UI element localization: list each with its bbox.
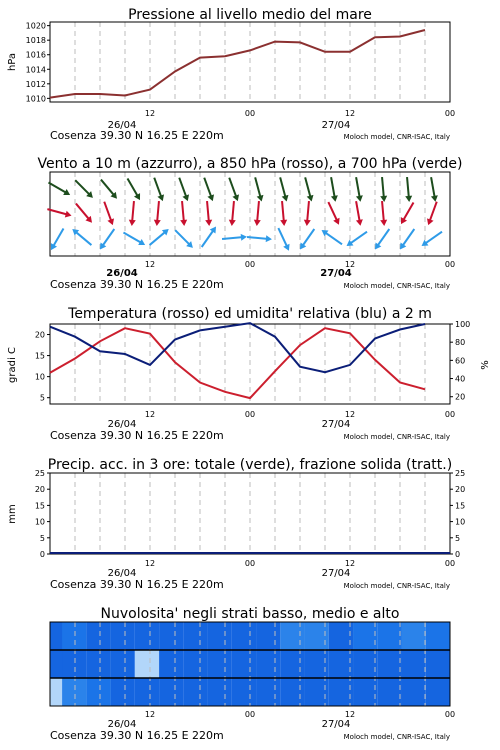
location-label: Cosenza 39.30 N 16.25 E 220m xyxy=(50,278,224,291)
wind-shaft xyxy=(75,180,91,196)
wind-barb xyxy=(247,234,273,243)
wind-shaft xyxy=(204,178,212,199)
cloud-cell xyxy=(208,622,232,650)
x-tick-label: 00 xyxy=(244,410,256,419)
date-label: 27/04 xyxy=(321,719,351,730)
wind-shaft xyxy=(101,180,115,197)
wind-barb xyxy=(228,201,237,227)
y-tick-label: 25 xyxy=(34,469,45,478)
x-tick-label: 12 xyxy=(344,559,356,568)
wind-head xyxy=(228,220,235,227)
cloud-cell xyxy=(256,622,280,650)
cloud-cell xyxy=(329,622,353,650)
wind-barb xyxy=(48,227,67,252)
wind-shaft xyxy=(229,178,237,199)
x-tick-label: 00 xyxy=(444,109,456,118)
cloud-cell xyxy=(256,650,280,678)
wind-head xyxy=(48,243,57,252)
cloud-cell xyxy=(426,622,450,650)
date-label: 26/04 xyxy=(107,568,137,579)
y-tick-label: 20 xyxy=(34,330,45,340)
wind-barb xyxy=(179,201,188,227)
wind-head xyxy=(207,194,216,202)
x-tick-label: 12 xyxy=(144,559,156,568)
wind-head xyxy=(280,220,287,227)
cloud-cell xyxy=(402,678,426,706)
cloud-cell xyxy=(353,650,377,678)
y-axis-label: gradi C xyxy=(7,347,18,383)
x-tick-label: 12 xyxy=(344,260,356,269)
wind-head xyxy=(134,193,143,202)
cloud-cell xyxy=(62,622,86,650)
x-tick-label: 00 xyxy=(244,109,256,118)
wind-barb xyxy=(398,201,417,226)
cloud-cell xyxy=(159,678,183,706)
y-tick-label: 1018 xyxy=(25,36,46,46)
wind-barb xyxy=(176,176,191,202)
wind-barb xyxy=(420,229,444,249)
wind-barb xyxy=(275,227,292,253)
date-label: 27/04 xyxy=(321,419,351,430)
wind-shaft xyxy=(331,177,335,199)
wind-head xyxy=(333,218,342,226)
cloud-cell xyxy=(86,650,110,678)
wind-barb xyxy=(252,176,265,202)
wind-shaft xyxy=(407,177,409,199)
y-tick-label: 10 xyxy=(34,372,45,382)
date-label: 26/04 xyxy=(107,719,137,730)
cloud-cell xyxy=(329,678,353,706)
wind-shaft xyxy=(328,202,337,222)
wind-head xyxy=(356,219,364,226)
location-label: Cosenza 39.30 N 16.25 E 220m xyxy=(50,578,224,591)
cloud-cell xyxy=(62,678,86,706)
chart-title: Vento a 10 m (azzurro), a 850 hPa (rosso), a 700 hPa (verde) xyxy=(37,156,463,172)
wind-shaft xyxy=(232,201,234,223)
cloud-cell xyxy=(377,650,401,678)
wind-shaft xyxy=(257,201,259,223)
y-tick-label-right: 60 xyxy=(455,356,466,366)
wind-shaft xyxy=(356,177,360,199)
wind-shaft xyxy=(207,201,209,223)
wind-barb xyxy=(379,201,388,227)
date-label: 26/04 xyxy=(107,419,137,430)
x-tick-label: 12 xyxy=(344,710,356,719)
x-tick-label: 00 xyxy=(244,260,256,269)
wind-barb xyxy=(320,227,344,247)
wind-shaft xyxy=(349,232,367,245)
x-tick-label: 12 xyxy=(144,109,156,118)
wind-barb xyxy=(226,176,241,202)
temperature-line xyxy=(50,328,425,398)
wind-barb xyxy=(153,201,162,227)
date-label: 27/04 xyxy=(321,568,351,579)
wind-barb xyxy=(277,176,290,202)
credit-label: Moloch model, CNR-ISAC, Italy xyxy=(343,433,450,441)
wind-barb xyxy=(204,201,213,227)
wind-barb xyxy=(302,176,315,202)
x-tick-label: 12 xyxy=(344,410,356,419)
x-tick-label: 12 xyxy=(144,410,156,419)
wind-barb xyxy=(201,176,216,202)
cloud-cell xyxy=(183,678,207,706)
cloud-cell xyxy=(377,678,401,706)
wind-shaft xyxy=(377,229,390,247)
y-tick-label: 5 xyxy=(39,393,45,403)
credit-label: Moloch model, CNR-ISAC, Italy xyxy=(343,582,450,590)
wind-head xyxy=(138,239,147,248)
x-tick-label: 00 xyxy=(444,559,456,568)
cloud-cell xyxy=(111,622,135,650)
wind-barb xyxy=(425,200,440,226)
y-tick-label: 15 xyxy=(34,351,45,361)
wind-shaft xyxy=(429,202,437,223)
wind-shaft xyxy=(382,201,384,223)
credit-label: Moloch model, CNR-ISAC, Italy xyxy=(343,133,450,141)
wind-shaft xyxy=(76,204,90,221)
wind-shaft xyxy=(154,178,162,199)
wind-barb xyxy=(73,201,94,225)
x-tick-label: 00 xyxy=(244,559,256,568)
x-tick-label: 12 xyxy=(144,710,156,719)
chart-title: Precip. acc. in 3 ore: totale (verde), frazione solida (tratt.) xyxy=(47,457,453,473)
cloud-cell xyxy=(305,678,329,706)
wind-shaft xyxy=(132,201,134,223)
cloud-cell xyxy=(426,678,450,706)
wind-head xyxy=(398,217,407,226)
cloud-cell xyxy=(305,650,329,678)
wind-barb xyxy=(199,225,219,249)
humidity-line xyxy=(50,323,425,372)
wind-head xyxy=(253,220,260,227)
cloud-cell xyxy=(280,650,304,678)
cloud-cell xyxy=(353,622,377,650)
wind-head xyxy=(331,195,339,202)
wind-barb xyxy=(379,177,388,203)
cloud-cell xyxy=(135,622,159,650)
y-axis-label-right: % xyxy=(480,360,491,370)
wind-head xyxy=(182,194,191,202)
cloud-cell xyxy=(135,678,159,706)
cloud-cell xyxy=(280,678,304,706)
cloud-cell xyxy=(208,650,232,678)
wind-shaft xyxy=(305,177,311,198)
y-tick-label-right: 40 xyxy=(455,374,466,384)
wind-barb xyxy=(151,176,166,202)
cloud-cell xyxy=(208,678,232,706)
chart-title: Pressione al livello medio del mare xyxy=(128,7,372,23)
y-tick-label-right: 5 xyxy=(455,533,461,543)
wind-shaft xyxy=(424,232,442,245)
wind-head xyxy=(380,220,387,227)
cloud-cell xyxy=(159,650,183,678)
wind-shaft xyxy=(179,178,187,199)
wind-shaft xyxy=(175,230,191,246)
wind-shaft xyxy=(302,229,315,247)
date-label: 27/04 xyxy=(320,268,352,279)
y-tick-label-right: 100 xyxy=(455,320,471,329)
y-axis-label: hPa xyxy=(7,52,18,72)
y-tick-label: 1016 xyxy=(25,50,46,60)
cloud-cell xyxy=(135,650,159,678)
y-tick-label-right: 20 xyxy=(455,392,466,402)
wind-shaft xyxy=(282,201,284,223)
wind-barb xyxy=(253,201,262,227)
y-tick-label: 1014 xyxy=(25,65,46,75)
wind-head xyxy=(205,220,212,227)
cloud-cell xyxy=(183,622,207,650)
y-tick-label: 1020 xyxy=(25,21,46,31)
cloud-cell xyxy=(232,650,256,678)
wind-barb xyxy=(101,200,116,226)
y-tick-label: 5 xyxy=(39,533,45,543)
wind-head xyxy=(425,218,434,226)
wind-barb xyxy=(173,228,196,251)
wind-shaft xyxy=(47,209,68,215)
wind-head xyxy=(107,218,116,226)
wind-shaft xyxy=(382,177,384,199)
credit-label: Moloch model, CNR-ISAC, Italy xyxy=(343,282,450,290)
x-tick-label: 00 xyxy=(244,710,256,719)
wind-barb xyxy=(279,201,288,227)
wind-shaft xyxy=(182,201,184,223)
wind-head xyxy=(65,211,73,219)
wind-barb xyxy=(73,178,96,201)
cloud-cell xyxy=(377,622,401,650)
wind-shaft xyxy=(324,232,342,245)
date-label: 27/04 xyxy=(321,120,351,131)
wind-shaft xyxy=(403,202,414,221)
y-tick-label: 1010 xyxy=(25,94,46,104)
x-tick-label: 00 xyxy=(444,710,456,719)
y-tick-label-right: 20 xyxy=(455,485,466,495)
wind-shaft xyxy=(123,233,142,244)
cloud-cell xyxy=(280,622,304,650)
wind-head xyxy=(431,195,439,202)
wind-shaft xyxy=(150,231,167,245)
wind-head xyxy=(266,235,273,242)
location-label: Cosenza 39.30 N 16.25 E 220m xyxy=(50,129,224,142)
x-tick-label: 00 xyxy=(444,260,456,269)
wind-barb xyxy=(98,177,119,201)
wind-shaft xyxy=(48,183,67,194)
cloud-cell xyxy=(111,650,135,678)
y-tick-label-right: 80 xyxy=(455,338,466,348)
wind-barb xyxy=(345,229,369,249)
pressure-line xyxy=(50,30,425,98)
wind-shaft xyxy=(278,228,287,248)
wind-barb xyxy=(328,177,339,203)
y-tick-label: 0 xyxy=(39,550,45,559)
y-axis-label: mm xyxy=(7,504,18,524)
wind-shaft xyxy=(104,202,112,223)
wind-shaft xyxy=(102,229,115,247)
wind-barb xyxy=(147,226,171,247)
location-label: Cosenza 39.30 N 16.25 E 220m xyxy=(50,729,224,742)
y-tick-label: 1012 xyxy=(25,79,46,89)
cloud-cell xyxy=(426,650,450,678)
wind-barb xyxy=(428,177,439,203)
wind-head xyxy=(303,220,310,227)
wind-shaft xyxy=(280,177,286,198)
cloud-cell xyxy=(402,650,426,678)
x-tick-label: 00 xyxy=(444,410,456,419)
wind-shaft xyxy=(431,177,435,199)
cloud-cell xyxy=(86,622,110,650)
wind-head xyxy=(405,196,412,203)
wind-shaft xyxy=(75,231,92,245)
date-label: 26/04 xyxy=(106,268,138,279)
cloud-cell xyxy=(329,650,353,678)
wind-head xyxy=(128,220,135,227)
wind-head xyxy=(241,233,248,240)
wind-head xyxy=(180,220,187,227)
wind-shaft xyxy=(356,201,360,223)
wind-barb xyxy=(70,226,94,247)
wind-barb xyxy=(404,177,413,203)
location-label: Cosenza 39.30 N 16.25 E 220m xyxy=(50,429,224,442)
cloud-cell xyxy=(183,650,207,678)
x-tick-label: 12 xyxy=(344,109,356,118)
wind-barb xyxy=(303,201,312,227)
cloud-cell xyxy=(62,650,86,678)
y-tick-label-right: 25 xyxy=(455,469,466,478)
y-tick-label: 15 xyxy=(34,501,45,511)
cloud-cell xyxy=(232,678,256,706)
wind-barb xyxy=(353,177,364,203)
date-label: 26/04 xyxy=(107,120,137,131)
chart-title: Nuvolosita' negli strati basso, medio e alto xyxy=(100,606,400,622)
wind-head xyxy=(63,189,72,198)
credit-label: Moloch model, CNR-ISAC, Italy xyxy=(343,733,450,741)
wind-barb xyxy=(222,233,248,242)
chart-title: Temperatura (rosso) ed umidita' relativa (blu) a 2 m xyxy=(68,306,432,322)
cloud-cell xyxy=(232,622,256,650)
wind-shaft xyxy=(53,228,64,247)
wind-barb xyxy=(128,201,137,227)
cloud-cell xyxy=(353,678,377,706)
wind-shaft xyxy=(402,229,415,247)
y-tick-label: 20 xyxy=(34,485,45,495)
y-tick-label-right: 10 xyxy=(455,517,466,527)
wind-barb xyxy=(353,201,364,227)
cloud-cell xyxy=(256,678,280,706)
y-tick-label-right: 15 xyxy=(455,501,466,511)
y-tick-label-right: 0 xyxy=(455,550,461,559)
wind-barb xyxy=(124,177,143,202)
x-tick-label: 12 xyxy=(144,260,156,269)
wind-shaft xyxy=(307,201,309,223)
cloud-cell xyxy=(111,678,135,706)
cloud-cell xyxy=(159,622,183,650)
wind-shaft xyxy=(128,178,139,197)
cloud-cell xyxy=(86,678,110,706)
wind-shaft xyxy=(157,201,159,223)
wind-head xyxy=(283,244,292,252)
cloud-cell xyxy=(402,622,426,650)
wind-barb xyxy=(325,201,342,227)
y-tick-label: 10 xyxy=(34,517,45,527)
wind-head xyxy=(153,220,160,227)
wind-shaft xyxy=(255,177,261,198)
wind-shaft xyxy=(202,229,215,247)
